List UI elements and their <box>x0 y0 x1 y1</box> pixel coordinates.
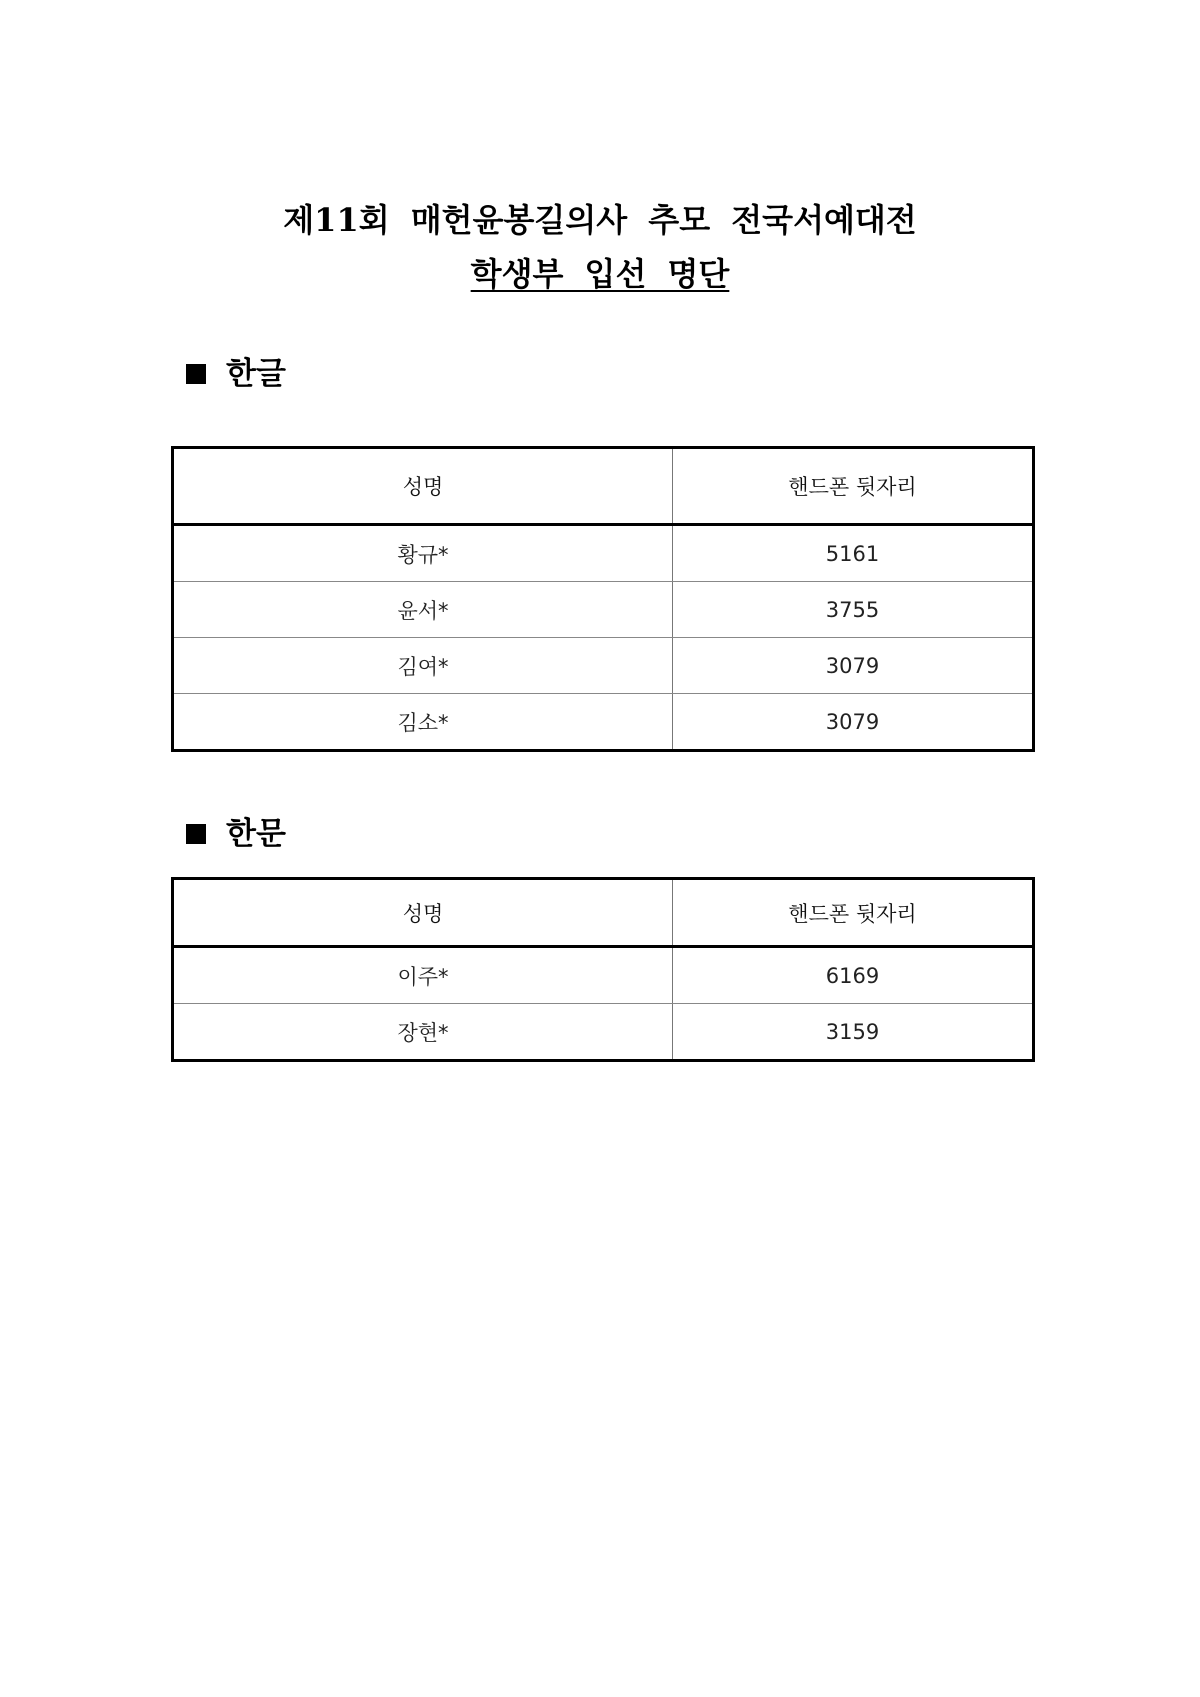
cell-name: 이주* <box>173 947 673 1004</box>
document-subtitle <box>0 250 1200 298</box>
table-row <box>173 947 1034 1004</box>
cell-name: 장현* <box>173 1004 673 1061</box>
cell-phone: 3079 <box>673 694 1034 751</box>
table-header-row <box>173 448 1034 525</box>
section-heading-label: 한문 <box>226 816 286 852</box>
section-heading-hanmun <box>186 814 286 854</box>
cell-phone: 3079 <box>673 638 1034 694</box>
table-row <box>173 638 1034 694</box>
cell-name: 황규* <box>173 525 673 582</box>
cell-phone: 3159 <box>673 1004 1034 1061</box>
document-subtitle-text: 학생부 입선 명단 <box>470 255 730 293</box>
square-bullet-icon <box>186 824 206 844</box>
table-row <box>173 1004 1034 1061</box>
cell-phone: 3755 <box>673 582 1034 638</box>
cell-name: 김여* <box>173 638 673 694</box>
column-header-phone: 핸드폰 뒷자리 <box>673 448 1034 525</box>
cell-name: 김소* <box>173 694 673 751</box>
hanmun-winners-table <box>171 877 1035 1062</box>
document-title: 제11회 매헌윤봉길의사 추모 전국서예대전 <box>283 201 917 239</box>
column-header-name: 성명 <box>173 879 673 947</box>
section-heading-hangul <box>186 354 286 394</box>
column-header-phone: 핸드폰 뒷자리 <box>673 879 1034 947</box>
table-row <box>173 525 1034 582</box>
table-row <box>173 694 1034 751</box>
column-header-name: 성명 <box>173 448 673 525</box>
table-row <box>173 582 1034 638</box>
cell-phone: 6169 <box>673 947 1034 1004</box>
cell-phone: 5161 <box>673 525 1034 582</box>
table-header-row <box>173 879 1034 947</box>
cell-name: 윤서* <box>173 582 673 638</box>
hangul-winners-table <box>171 446 1035 752</box>
square-bullet-icon <box>186 364 206 384</box>
section-heading-label: 한글 <box>226 356 286 392</box>
